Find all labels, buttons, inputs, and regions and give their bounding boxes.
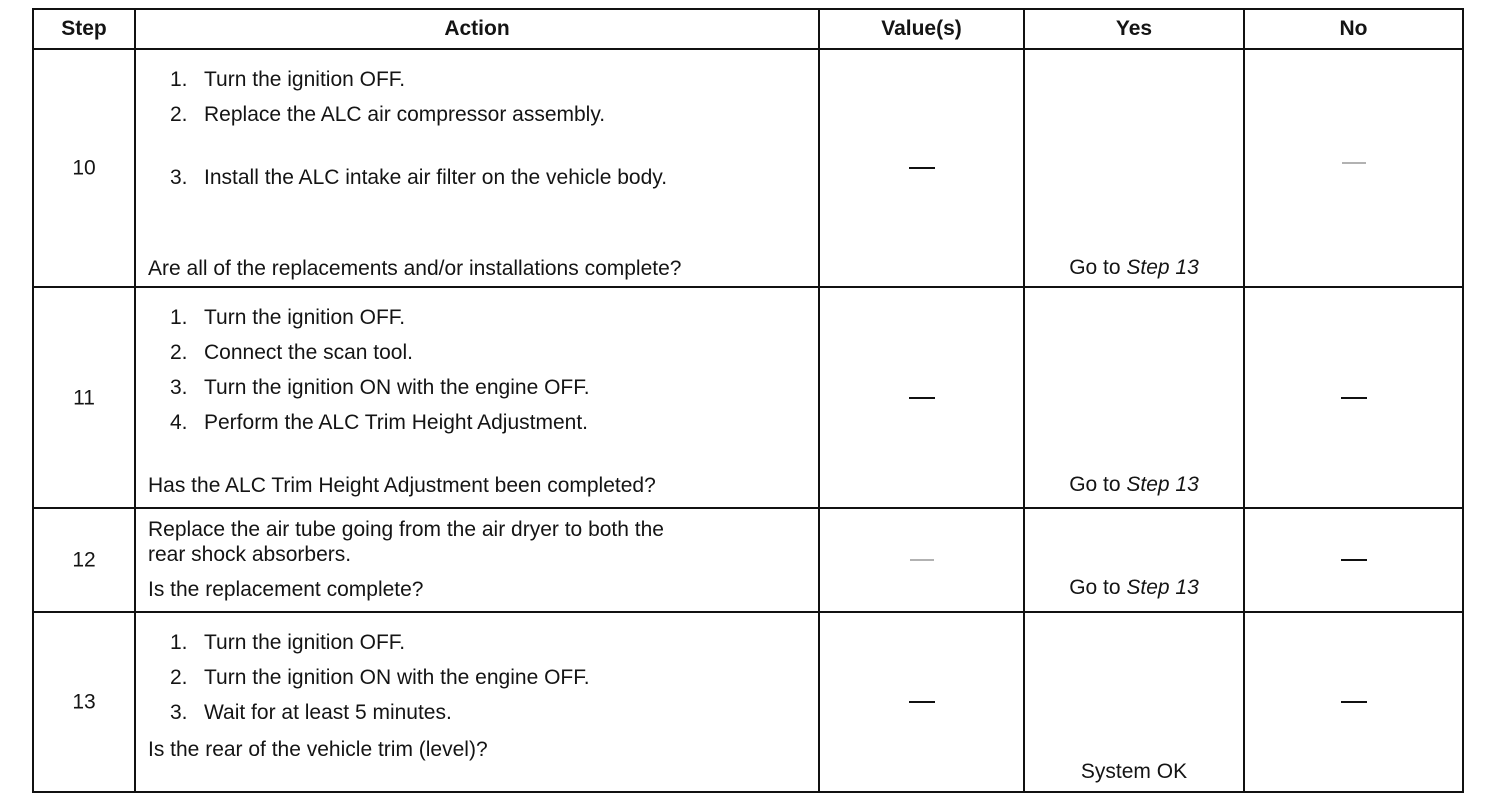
em-dash bbox=[909, 397, 935, 399]
no-cell bbox=[1244, 49, 1463, 287]
em-dash bbox=[1342, 163, 1366, 164]
step-cell bbox=[33, 612, 135, 792]
header-step: Step bbox=[33, 9, 135, 49]
em-dash bbox=[1341, 559, 1367, 561]
action-item: 2. Connect the scan tool. bbox=[170, 341, 413, 364]
action-cell bbox=[135, 612, 819, 792]
em-dash bbox=[1341, 701, 1367, 703]
em-dash bbox=[909, 167, 935, 169]
step-cell bbox=[33, 508, 135, 612]
step-number: 12 bbox=[72, 548, 96, 572]
header-action: Action bbox=[135, 9, 819, 49]
header-no: No bbox=[1244, 9, 1463, 49]
action-cell bbox=[135, 49, 819, 287]
table-row-step-10 bbox=[33, 49, 1463, 287]
step-number: 11 bbox=[73, 386, 95, 409]
action-item: 3. Wait for at least 5 minutes. bbox=[170, 701, 452, 724]
values-cell bbox=[819, 287, 1024, 508]
yes-goto[interactable]: Go to Step 13 bbox=[1069, 473, 1199, 496]
yes-cell bbox=[1024, 287, 1244, 508]
action-cell bbox=[135, 508, 819, 612]
action-cell bbox=[135, 287, 819, 508]
yes-goto[interactable]: Go to Step 13 bbox=[1069, 576, 1199, 599]
yes-result: System OK bbox=[1080, 760, 1188, 783]
action-item: 1. Turn the ignition OFF. bbox=[170, 631, 406, 654]
action-item: 4. Perform the ALC Trim Height Adjustment. bbox=[170, 411, 588, 434]
values-cell bbox=[819, 508, 1024, 612]
action-item: 1. Turn the ignition OFF. bbox=[170, 68, 406, 91]
action-item: 1. Turn the ignition OFF. bbox=[170, 306, 406, 329]
action-item: 3. Turn the ignition ON with the engine OFF. bbox=[170, 376, 590, 399]
em-dash bbox=[1341, 397, 1367, 399]
step-cell bbox=[33, 49, 135, 287]
action-question: Are all of the replacements and/or installations complete? bbox=[148, 257, 682, 280]
yes-cell bbox=[1024, 49, 1244, 287]
header-yes: Yes bbox=[1024, 9, 1244, 49]
values-cell bbox=[819, 612, 1024, 792]
action-question: Has the ALC Trim Height Adjustment been completed? bbox=[148, 474, 656, 497]
action-item: 3. Install the ALC intake air filter on the vehicle body. bbox=[170, 166, 668, 189]
action-question: Is the replacement complete? bbox=[148, 578, 424, 601]
yes-goto[interactable]: Go to Step 13 bbox=[1069, 256, 1199, 279]
table-row-step-11 bbox=[33, 287, 1463, 508]
action-question: Is the rear of the vehicle trim (level)? bbox=[148, 738, 488, 761]
step-number: 10 bbox=[72, 156, 96, 180]
table-row-step-13 bbox=[33, 612, 1463, 792]
values-cell bbox=[819, 49, 1024, 287]
diagnostic-table bbox=[32, 8, 1464, 793]
action-paragraph-line: Replace the air tube going from the air dryer to both the bbox=[148, 518, 664, 541]
header-values: Value(s) bbox=[819, 9, 1024, 49]
step-cell bbox=[33, 287, 135, 508]
no-cell bbox=[1244, 508, 1463, 612]
header-row bbox=[33, 9, 1463, 49]
yes-cell bbox=[1024, 612, 1244, 792]
yes-cell bbox=[1024, 508, 1244, 612]
no-cell bbox=[1244, 612, 1463, 792]
em-dash bbox=[909, 701, 935, 703]
em-dash bbox=[910, 560, 934, 561]
action-paragraph-line: rear shock absorbers. bbox=[148, 543, 352, 566]
action-item: 2. Turn the ignition ON with the engine OFF. bbox=[170, 666, 590, 689]
table-row-step-12 bbox=[33, 508, 1463, 612]
no-cell bbox=[1244, 287, 1463, 508]
action-item: 2. Replace the ALC air compressor assembly. bbox=[170, 103, 606, 126]
step-number: 13 bbox=[72, 690, 96, 714]
